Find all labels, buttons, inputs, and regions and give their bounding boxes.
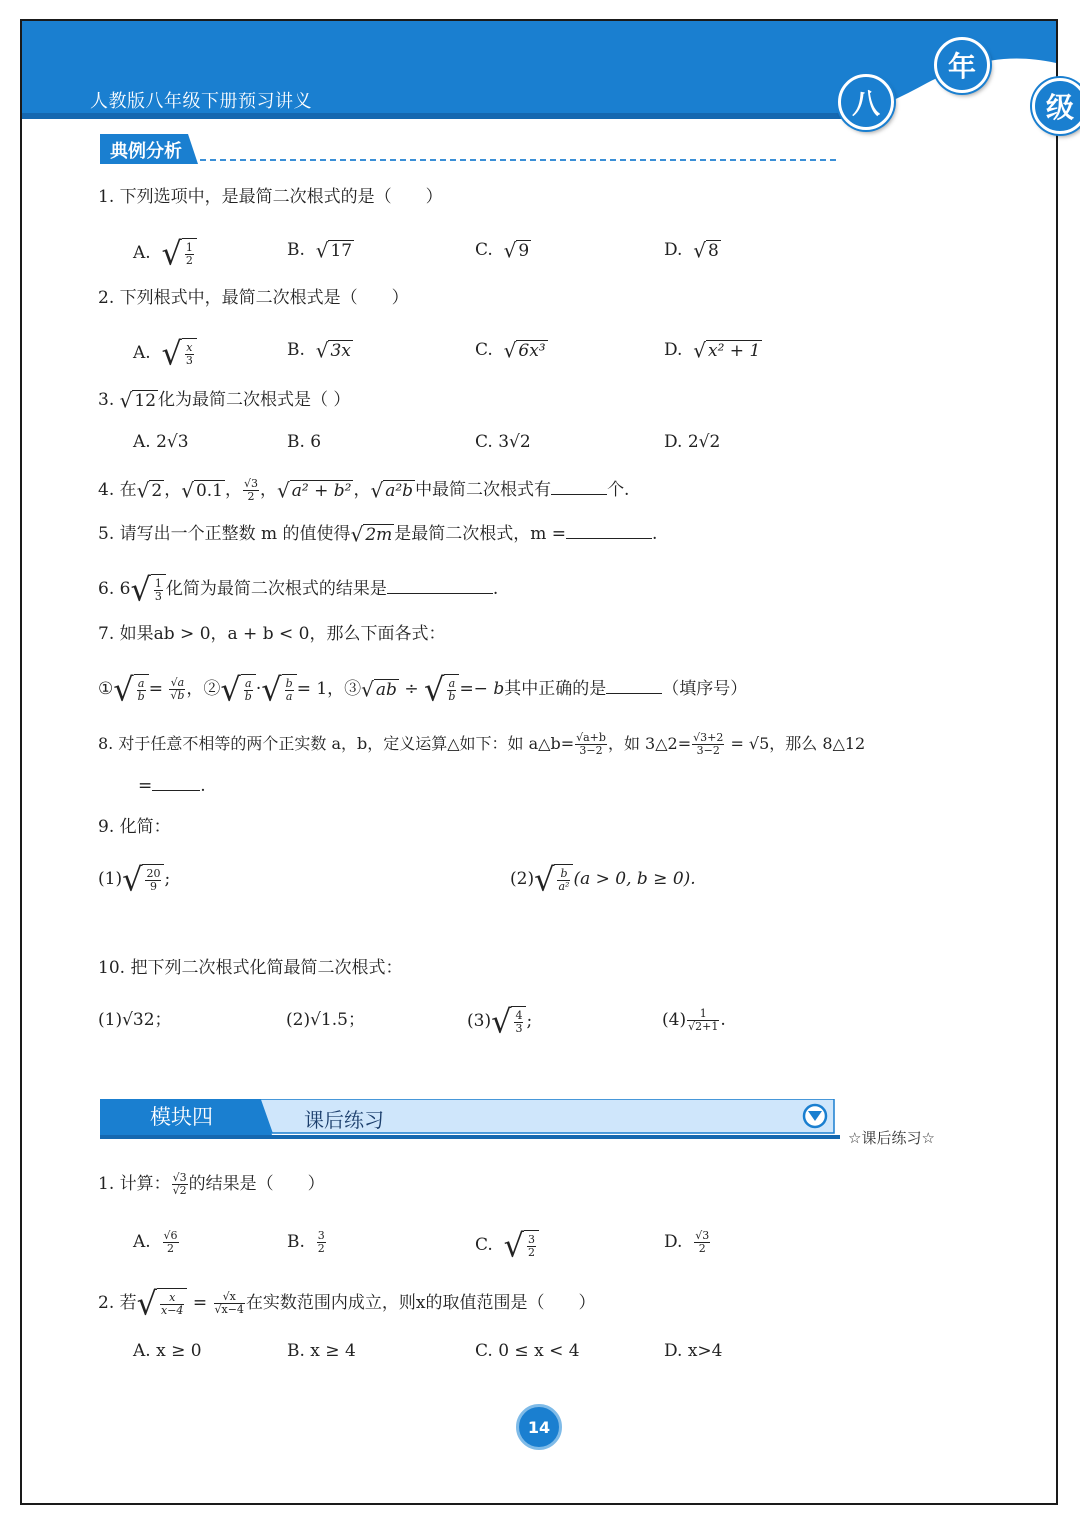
- p2-option-a: A. x ≥ 0: [133, 1341, 202, 1361]
- question-9: 9. 化简：: [98, 817, 171, 837]
- grade-char-2: 年: [934, 37, 990, 93]
- question-8-line2: = .: [138, 776, 206, 796]
- question-6: 6. 6√ $\frac{1}{3}$ 化简为最简二次根式的结果是 .: [98, 570, 499, 609]
- p1-option-d: D. $\frac{√3}{2}$: [664, 1229, 710, 1255]
- q9-part-2: (2)√ $\frac{b}{\text{a²}}$ (a > 0, b ≥ 0).: [510, 860, 696, 899]
- q10-part-2: (2)√1.5；: [286, 1010, 365, 1030]
- q2-option-b: B. √ 3x: [287, 338, 351, 363]
- q3-option-b: B. 6: [287, 432, 322, 452]
- answer-blank[interactable]: [606, 693, 662, 694]
- question-5: 5. 请写出一个正整数 m 的值使得√ 2m 是最简二次根式，m = .: [98, 522, 658, 547]
- p1-option-a: A. $\frac{√6}{2}$: [133, 1229, 178, 1255]
- q3-option-d: D. 2√2: [664, 432, 721, 452]
- q10-part-1: (1)√32；: [98, 1010, 172, 1030]
- q3-option-a: A. 2√3: [133, 432, 189, 452]
- p2-option-c: C. 0 ≤ x < 4: [475, 1341, 580, 1361]
- q1-option-d: D. √ 8: [664, 238, 719, 263]
- question-7: 7. 如果ab > 0，a + b < 0，那么下面各式：: [98, 624, 446, 644]
- answer-blank[interactable]: [551, 494, 607, 495]
- question-8: 8. 对于任意不相等的两个正实数 a，b，定义运算△如下：如 a△b= $\frac{√a+b}{3-2}$ ，如 3△2= $\frac{√3+2}{3-2}$ = √5，那么 8△12: [98, 731, 866, 757]
- p1-option-b: B. $\frac{3}{2}$: [287, 1229, 325, 1255]
- q2-option-d: D. √ x² + 1: [664, 338, 761, 363]
- header-title: 人教版八年级下册预习讲义: [90, 91, 312, 112]
- header-banner: [22, 21, 1056, 119]
- q3-option-c: C. 3√2: [475, 432, 531, 452]
- answer-blank[interactable]: [152, 790, 200, 791]
- answer-blank[interactable]: [387, 593, 493, 594]
- question-10: 10. 把下列二次根式化简最简二次根式：: [98, 958, 403, 978]
- module-title: 课后练习: [304, 1108, 384, 1132]
- page-number: 14: [516, 1404, 562, 1450]
- grade-char-3: 级: [1032, 78, 1080, 134]
- question-1: 1. 下列选项中，是最简二次根式的是（ ）: [98, 187, 443, 207]
- q10-part-3: (3)√ $\frac{4}{3}$ ;: [467, 1002, 533, 1041]
- practice-2: 2. 若√ $\frac{x}{x-4}$ = $\frac{√x}{√x-4}$ 在实数范围内成立，则x的取值范围是（ ）: [98, 1284, 596, 1323]
- chevron-down-icon[interactable]: [803, 1105, 827, 1129]
- section-title: 典例分析: [110, 141, 182, 162]
- module-subtitle: ☆课后练习☆: [848, 1129, 935, 1147]
- q1-option-c: C. √ 9: [475, 238, 530, 263]
- practice-1: 1. 计算： $\frac{√3}{√2}$ 的结果是（ ）: [98, 1171, 325, 1197]
- q2-option-a: A. √ $\frac{x}{3}$: [133, 338, 197, 369]
- q9-part-1: (1)√ $\frac{20}{9}$ ;: [98, 860, 171, 899]
- question-4: 4. 在√ 2 ，√ 0.1 ， $\frac{√3}{2}$ ，√ a² + b² ，√ a²b 中最简二次根式有 个.: [98, 477, 630, 503]
- answer-blank[interactable]: [566, 538, 652, 539]
- question-2: 2. 下列根式中，最简二次根式是（ ）: [98, 288, 409, 308]
- grade-char-1: 八: [838, 74, 894, 130]
- module-label: 模块四: [150, 1105, 213, 1129]
- p1-option-c: C. √ $\frac{3}{2}$: [475, 1230, 539, 1261]
- q1-option-a: A. √ $\frac{1}{2}$: [133, 238, 197, 269]
- question-7-statements: ①√ $\frac{a}{b}$ = $\frac{√a}{√b}$ ，②√ $\frac{a}{b}$ ·√ $\frac{b}{a}$ = 1，③√ ab ÷ √ $\frac{a}{b}$ =− b其中正确的是 （填序号）: [98, 670, 748, 709]
- question-3: 3. √ 12 化为最简二次根式是（ ）: [98, 388, 351, 413]
- p2-option-b: B. x ≥ 4: [287, 1341, 356, 1361]
- q1-option-b: B. √ 17: [287, 238, 353, 263]
- q2-option-c: C. √ 6x³: [475, 338, 546, 363]
- q10-part-4: (4) $\frac{1}{√2+1}$ .: [662, 1007, 726, 1033]
- section-divider: [200, 159, 836, 161]
- p2-option-d: D. x>4: [664, 1341, 723, 1361]
